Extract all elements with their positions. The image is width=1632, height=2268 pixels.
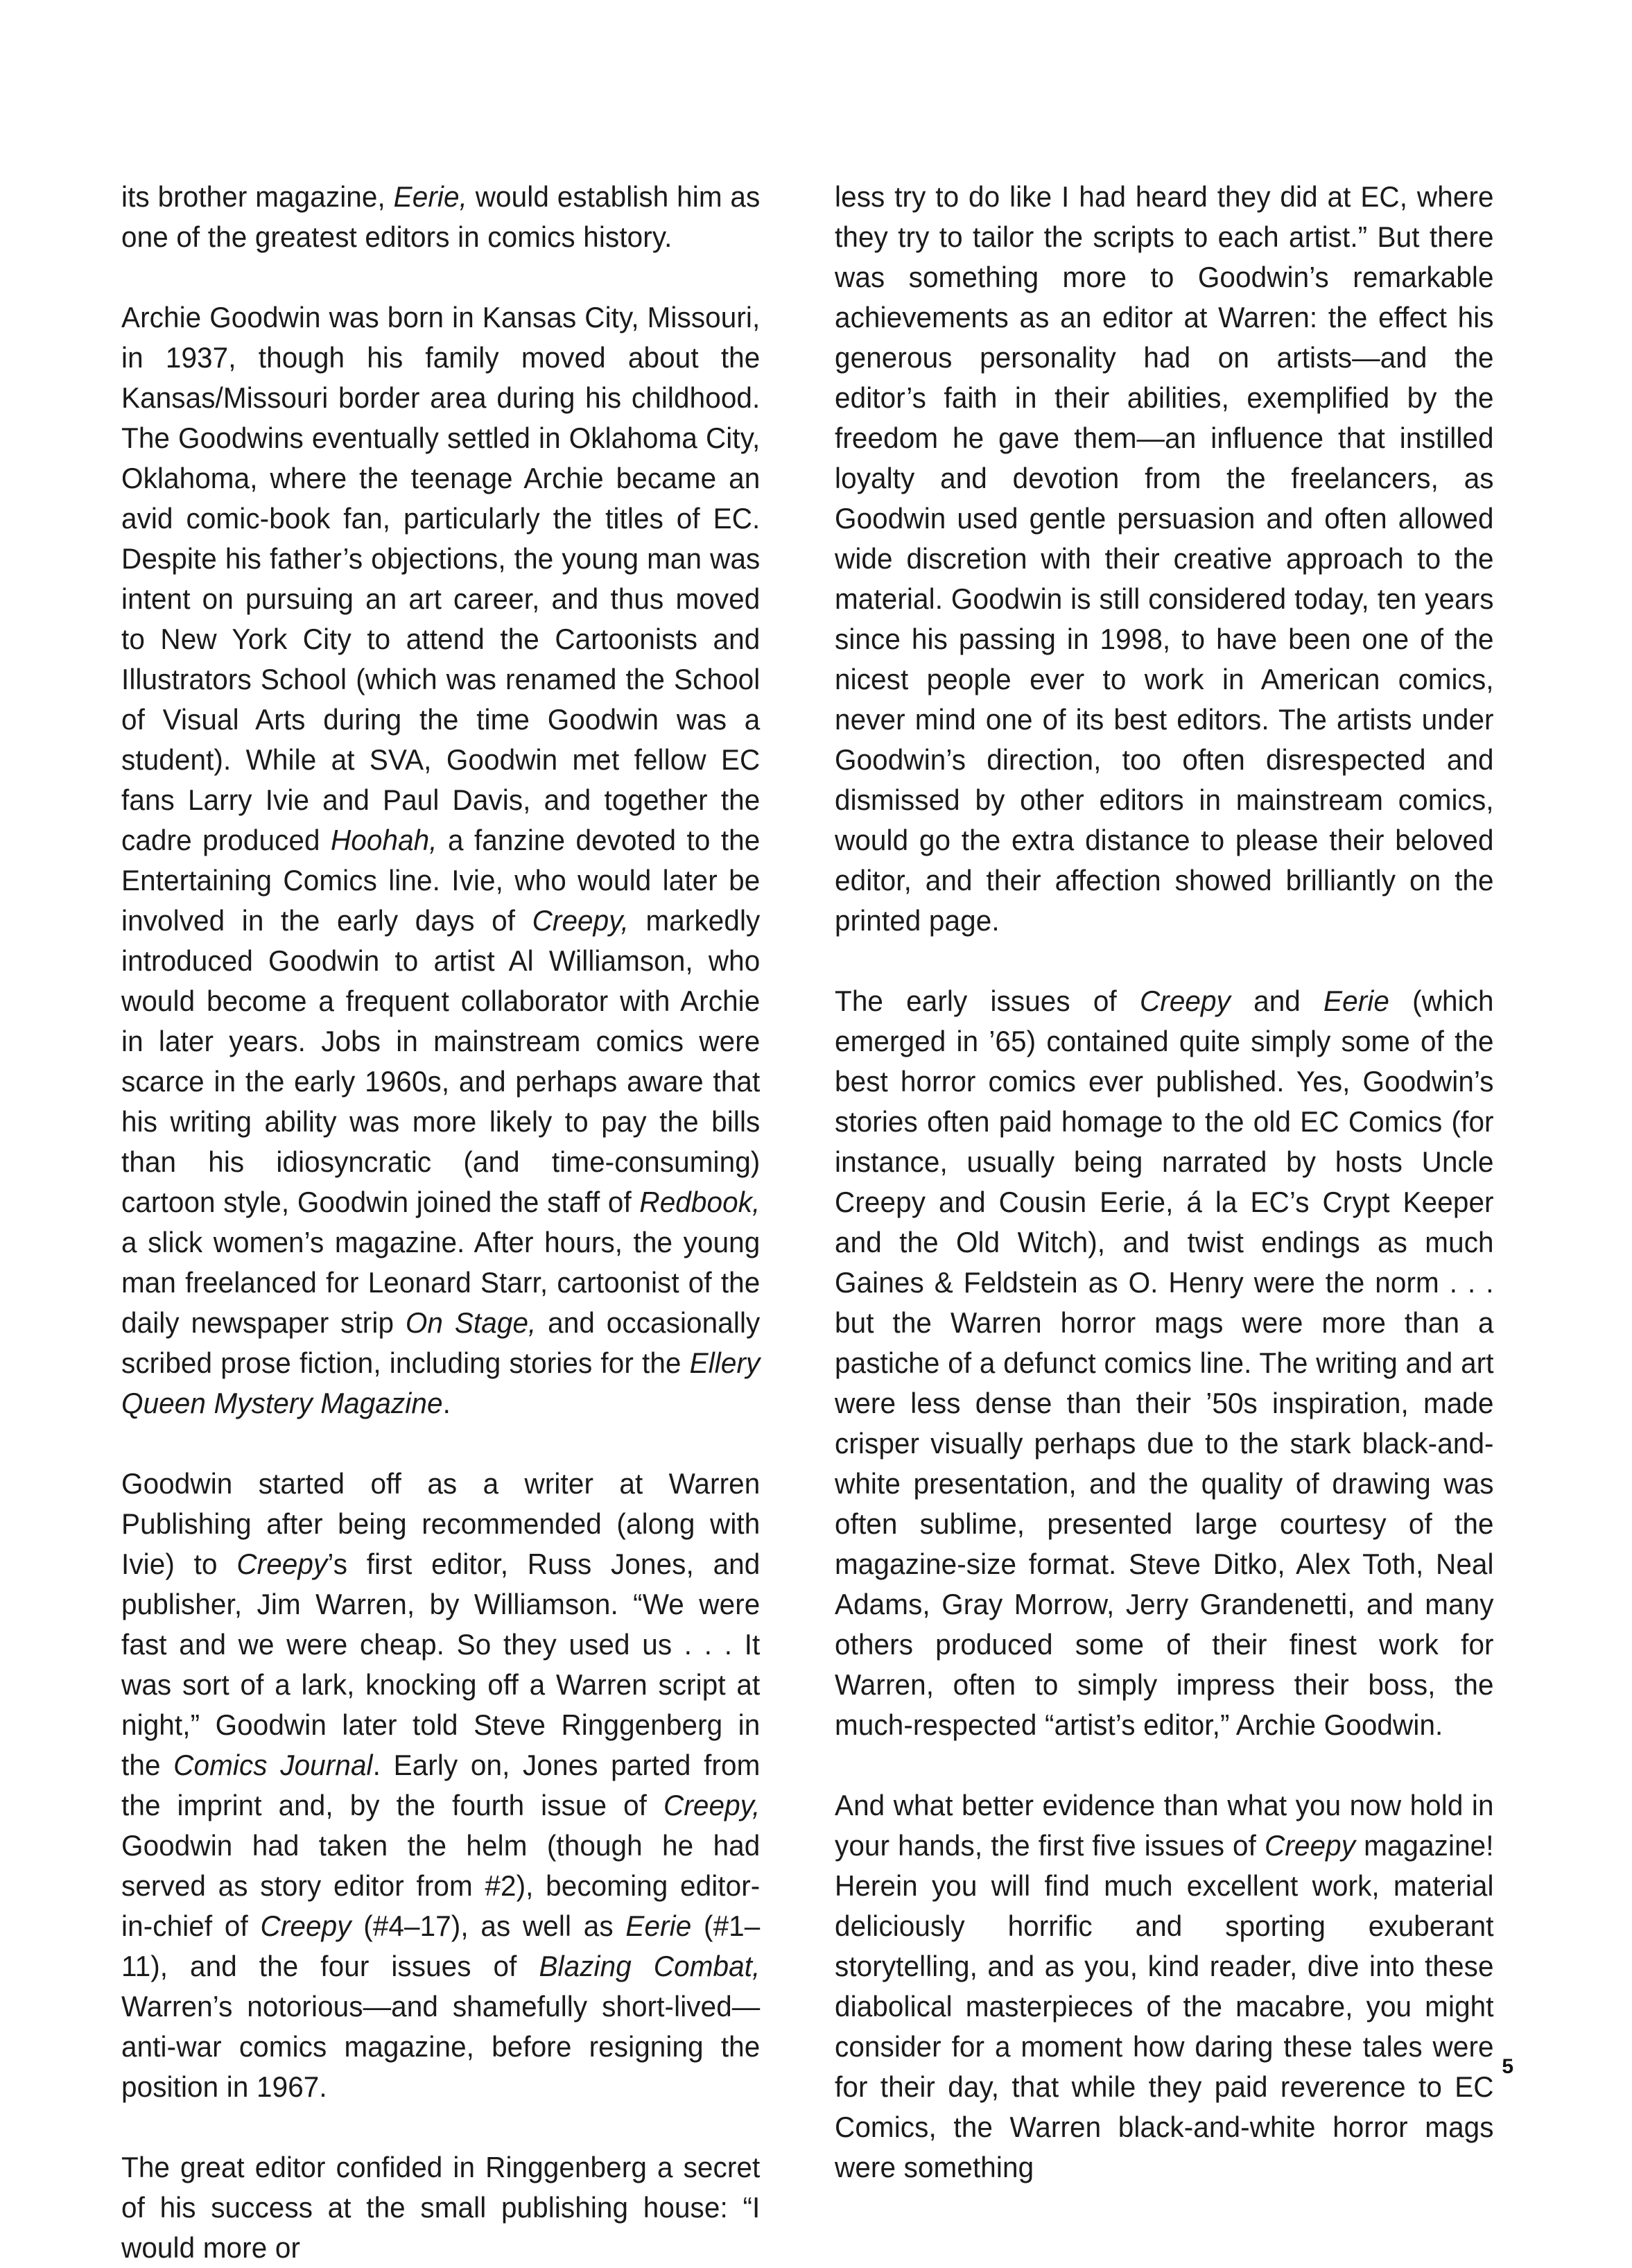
italic-title: Creepy, [663, 1789, 761, 1821]
page-number: 5 [1502, 2055, 1513, 2078]
paragraph: Goodwin started off as a writer at Warren Publishing after being recommended (along with Ivie) to Creepy’s first editor, Russ Jones, and publisher, Jim Warren, by Williamson. “We were fast and we were cheap. So they used us . . . It was sort of a lark, knocking off a Warren script at night,” Goodwin later told Steve Ringgenberg in the Comics Journal. Early on, Jones parted from the imprint and, by the fourth issue of Creepy, Goodwin had taken the helm (though he had served as story editor from #2), becoming editor-in-chief of Creepy (#4–17), as well as Eerie (#1–11), and the four issues of Blazing Combat, Warren’s notorious—and shamefully short-lived—anti-war comics magazine, before resigning the position in 1967. [121, 1467, 761, 2103]
italic-title: Creepy [1139, 985, 1231, 1017]
italic-title: On Stage, [405, 1306, 537, 1339]
paragraph: Archie Goodwin was born in Kansas City, Missouri, in 1937, though his family moved about the Kansas/Missouri border area during his childhood. The Goodwins eventually settled in Oklahoma City, Oklahoma, where the teenage Archie became an avid comic-book fan, particularly the titles of EC. Despite his father’s objections, the young man was intent on pursuing an art career, and thus moved to New York City to attend the Cartoonists and Illustrators School (which was renamed the School of Visual Arts during the time Goodwin was a student). While at SVA, Goodwin met fellow EC fans Larry Ivie and Paul Davis, and together the cadre produced Hoohah, a fanzine devoted to the Entertaining Comics line. Ivie, who would later be involved in the early days of Creepy, markedly introduced Goodwin to artist Al Williamson, who would become a frequent collaborator with Archie in later years. Jobs in mainstream comics were scarce in the early 1960s, and perhaps aware that his writing ability was more likely to pay the bills than his idiosyncratic (and time-consuming) cartoon style, Goodwin joined the staff of Redbook, a slick women’s magazine. After hours, the young man freelanced for Leonard Starr, cartoonist of the daily newspaper strip On Stage, and occasionally scribed prose fiction, including stories for the Ellery Queen Mystery Magazine. [121, 301, 761, 1419]
text-column-right [835, 177, 1511, 2188]
page-body [121, 177, 1511, 2264]
italic-title: Eerie [625, 1910, 692, 1942]
paragraph: its brother magazine, Eerie, would establish him as one of the greatest editors in comics history. [121, 180, 761, 253]
paragraph: less try to do like I had heard they did at EC, where they try to tailor the scripts to each artist.” But there was something more to Goodwin’s remarkable achievements as an editor at Warren: the effect his generous personality had on artists—and the editor’s faith in their abilities, exemplified by the freedom he gave them—an influence that instilled loyalty and devotion from the freelancers, as Goodwin used gentle persuasion and often allowed wide discretion with their creative approach to the material. Goodwin is still considered today, ten years since his passing in 1998, to have been one of the nicest people ever to work in American comics, never mind one of its best editors. The artists under Goodwin’s direction, too often disrespected and dismissed by other editors in mainstream comics, would go the extra distance to please their beloved editor, and their affection showed brilliantly on the printed page. [835, 180, 1494, 937]
italic-title: Eerie [1323, 985, 1389, 1017]
italic-title: Eerie, [393, 180, 467, 213]
italic-title: Creepy, [532, 904, 629, 937]
text-column-left [121, 177, 776, 2268]
italic-title: Ellery Queen Mystery Magazine [121, 1347, 761, 1419]
italic-title: Blazing Combat, [539, 1950, 761, 1982]
paragraph: And what better evidence than what you now hold in your hands, the first five issues of Creepy magazine! Herein you will find much excellent work, material deliciously horrific and sporting exuberant storytelling, and as you, kind reader, dive into these diabolical masterpieces of the macabre, you might consider for a moment how daring these tales were for their day, that while they paid reverence to EC Comics, the Warren black-and-white horror mags were something [835, 1789, 1494, 2183]
italic-title: Comics Journal [173, 1749, 373, 1781]
italic-title: Creepy [236, 1548, 328, 1580]
italic-title: Creepy [1265, 1829, 1356, 1862]
paragraph: The early issues of Creepy and Eerie (which emerged in ’65) contained quite simply some of the best horror comics ever published. Yes, Goodwin’s stories often paid homage to the old EC Comics (for instance, usually being narrated by hosts Uncle Creepy and Cousin Eerie, á la EC’s Crypt Keeper and the Old Witch), and twist endings as much Gaines & Feldstein as O. Henry were the norm . . . but the Warren horror mags were more than a pastiche of a defunct comics line. The writing and art were less dense than their ’50s inspiration, made crisper visually perhaps due to the stark black-and-white presentation, and the quality of drawing was often sublime, presented large courtesy of the magazine-size format. Steve Ditko, Alex Toth, Neal Adams, Gray Morrow, Jerry Grandenetti, and many others produced some of their finest work for Warren, often to simply impress their boss, the much-respected “artist’s editor,” Archie Goodwin. [835, 985, 1494, 1741]
italic-title: Creepy [260, 1910, 351, 1942]
italic-title: Hoohah, [330, 824, 437, 856]
italic-title: Redbook, [639, 1186, 761, 1218]
paragraph: The great editor confided in Ringgenberg a secret of his success at the small publishing house: “I would more or [121, 2151, 761, 2264]
